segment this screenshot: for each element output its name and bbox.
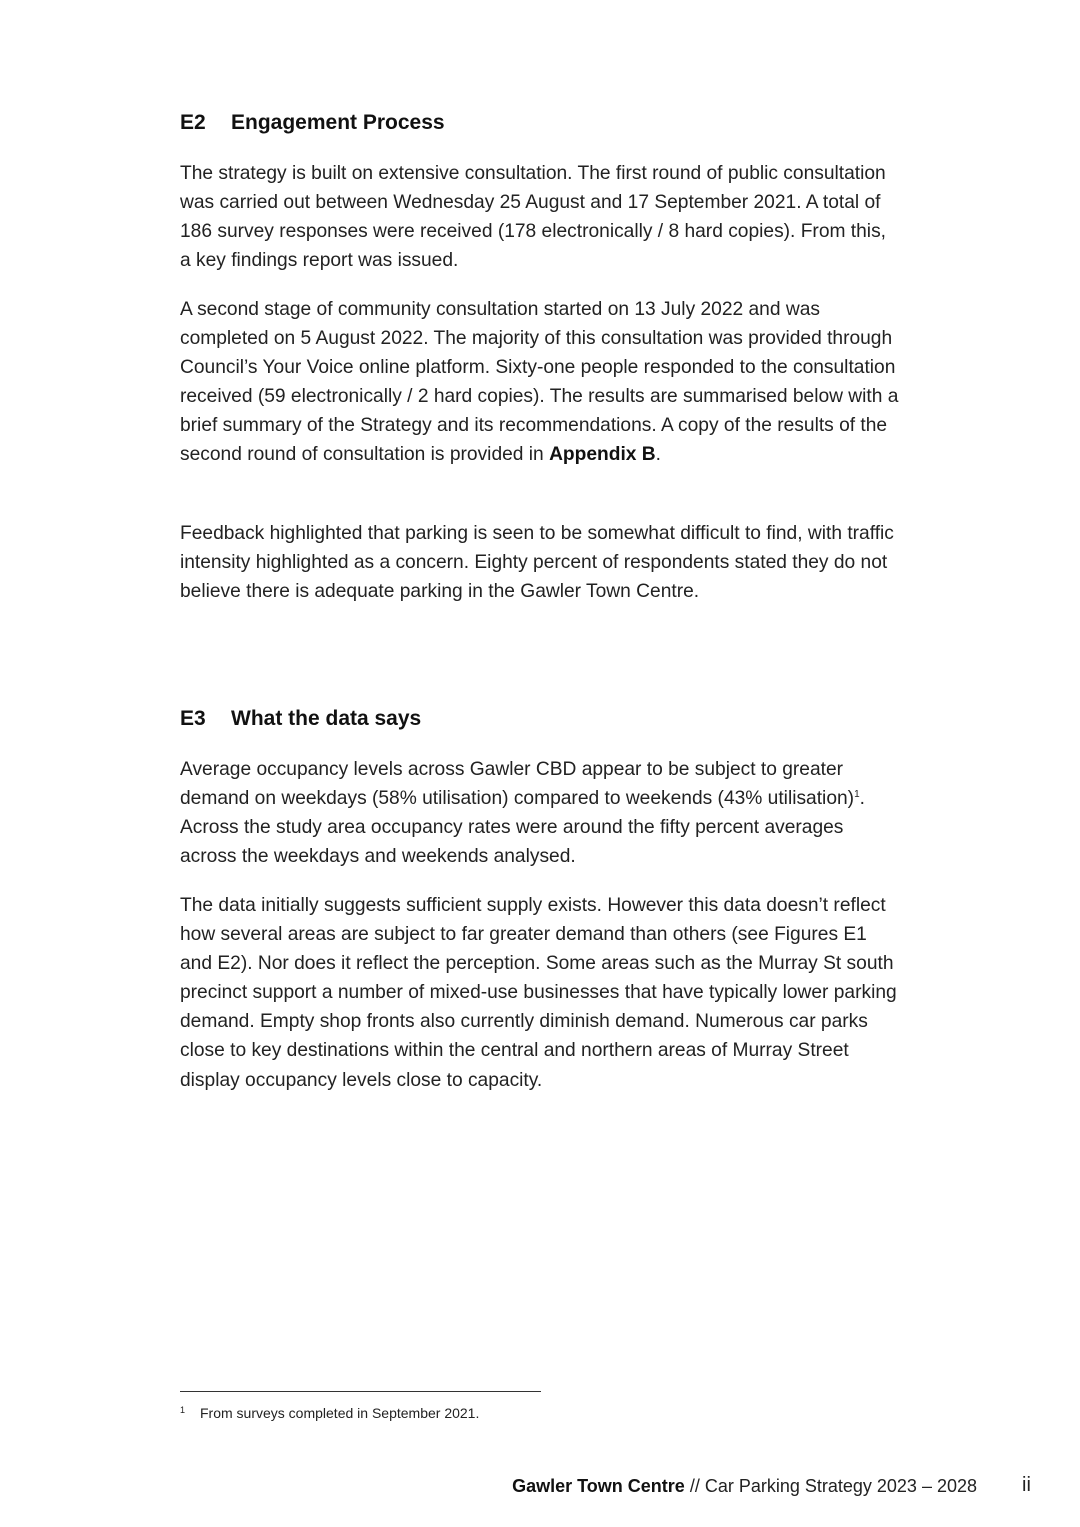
footnote-reference[interactable]: 1 <box>854 789 860 801</box>
paragraph-text: . <box>655 444 662 466</box>
page-number: ii <box>1022 1474 1031 1496</box>
footer-separator: // <box>684 1476 705 1496</box>
footnote <box>180 1405 479 1421</box>
section-number: E3 <box>180 707 206 730</box>
page-footer <box>512 1476 977 1497</box>
paragraph-text: . Across the study area occupancy rates were around the fifty percent averages across the weekdays and weekends analysed. <box>180 788 865 868</box>
appendix-reference: Appendix B <box>549 444 656 466</box>
footer-document-subtitle: Car Parking Strategy 2023 – 2028 <box>704 1476 977 1496</box>
section-heading-e3 <box>180 707 421 731</box>
section-heading-e2 <box>180 111 445 135</box>
footnote-text: From surveys completed in September 2021. <box>200 1405 480 1421</box>
paragraph <box>180 755 900 871</box>
paragraph: Feedback highlighted that parking is seen to be somewhat difficult to find, with traffic intensity highlighted as a concern. Eighty percent of respondents stated they do not believe there is adequate parking in the Gawler Town Centre. <box>180 523 894 603</box>
paragraph: The data initially suggests sufficient supply exists. However this data doesn’t reflect how several areas are subject to far greater demand than others (see Figures E1 and E2). Nor does it reflect the perception. Some areas such as the Murray St south precinct support a number of mixed-use businesses that have typically lower parking demand. Empty shop fronts also currently diminish demand. Numerous car parks close to key destinations within the central and northern areas of Murray Street display occupancy levels close to capacity. <box>180 895 897 1091</box>
section-title: What the data says <box>231 707 422 730</box>
section-title: Engagement Process <box>231 111 445 134</box>
footnote-divider <box>180 1391 541 1392</box>
paragraph-text: Average occupancy levels across Gawler CBD appear to be subject to greater demand on weekdays (58% utilisation) compared to weekends (43% utilisation) <box>180 759 855 810</box>
paragraph <box>180 295 900 470</box>
footnote-marker: 1 <box>180 1405 186 1415</box>
paragraph-text: A second stage of community consultation started on 13 July 2022 and was completed on 5 August 2022. The majority of this consultation was provided through Council’s Your Voice online platform. Sixty-one people responded to the consultation received (59 electronically / 2 hard copies). The results are summarised below with a brief summary of the Strategy and its recommendations. A copy of the results of the second round of consultation is provided in <box>180 299 899 466</box>
section-number: E2 <box>180 111 206 134</box>
paragraph: The strategy is built on extensive consultation. The first round of public consultation was carried out between Wednesday 25 August and 17 September 2021. A total of 186 survey responses were received (178 electronically / 8 hard copies). From this, a key findings report was issued. <box>180 163 886 272</box>
footer-document-name: Gawler Town Centre <box>512 1476 685 1496</box>
